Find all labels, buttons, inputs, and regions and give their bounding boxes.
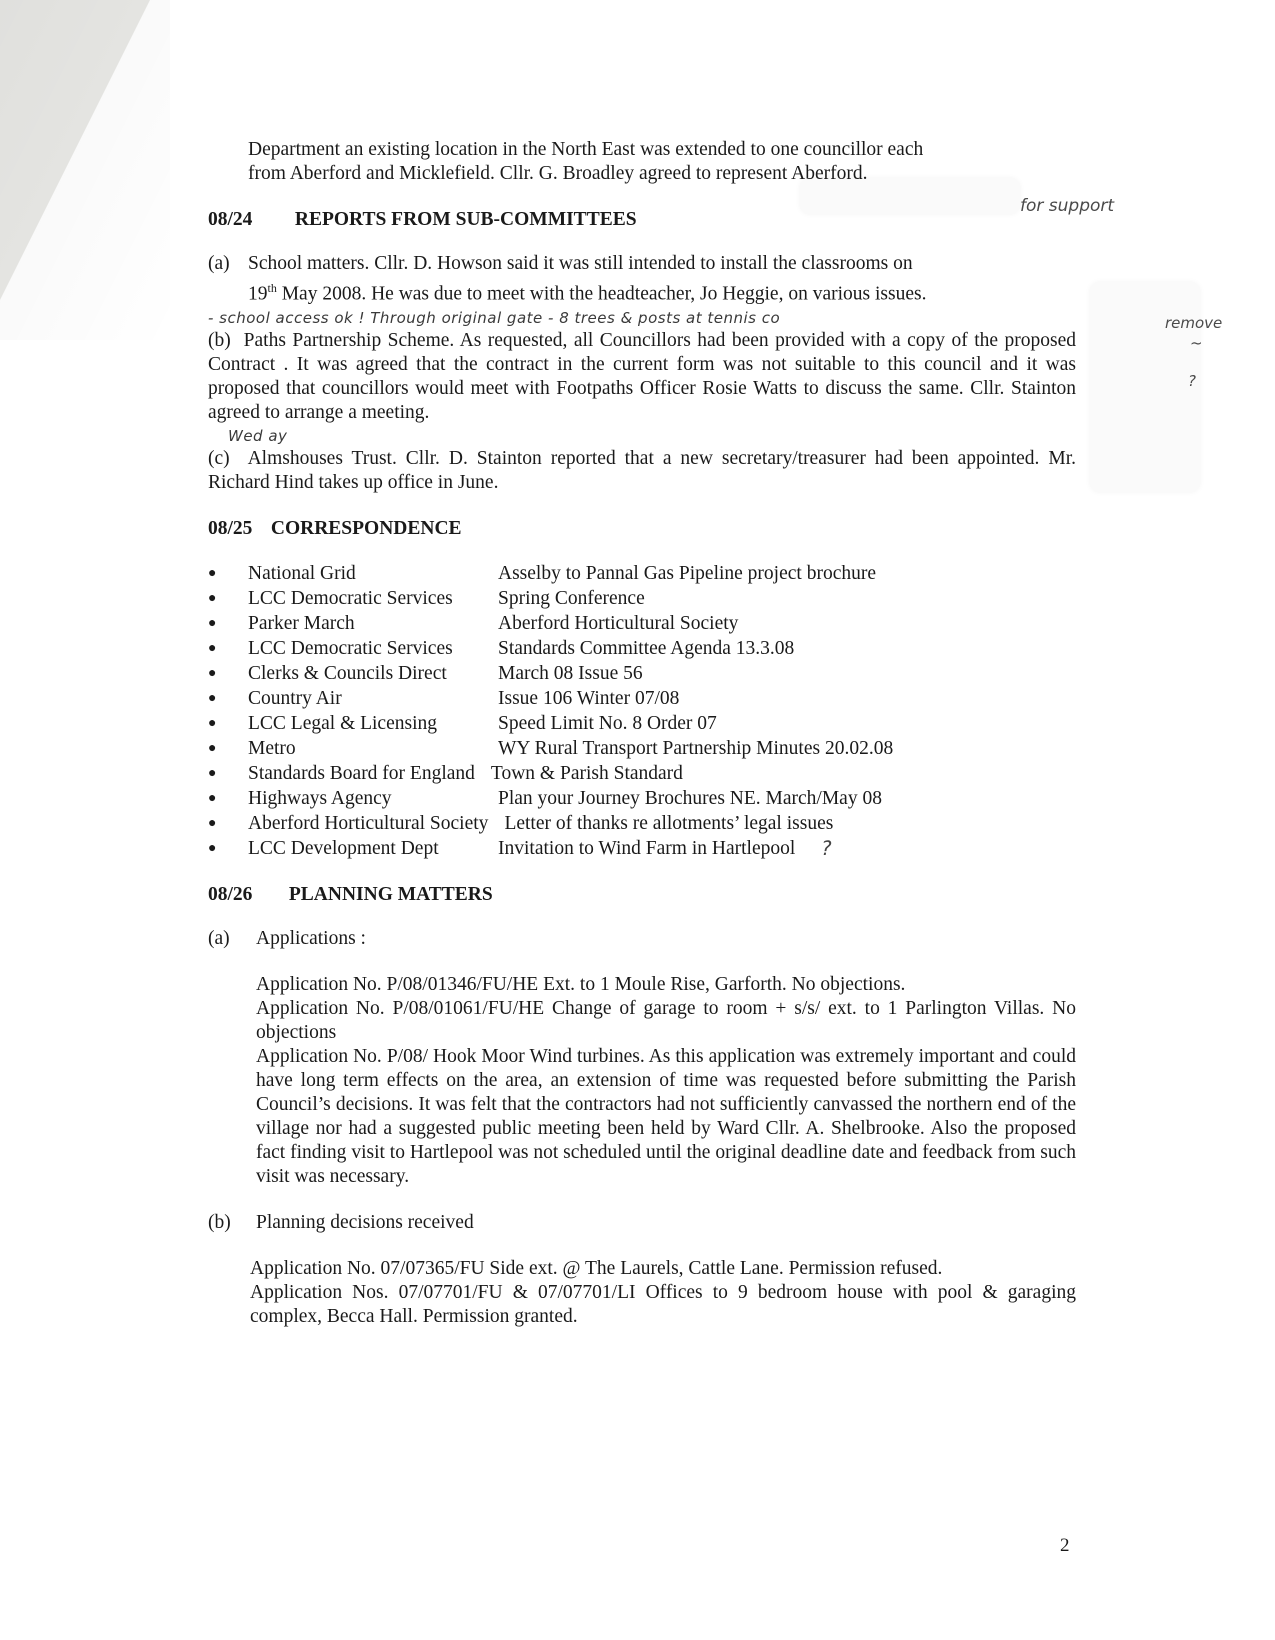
section-number: 08/25: [208, 517, 253, 539]
section-title: CORRESPONDENCE: [270, 517, 462, 539]
correspondence-subject: Aberford Horticultural Society: [498, 612, 739, 634]
bullet-icon: ●: [208, 715, 217, 731]
bullet-icon: ●: [208, 790, 217, 806]
item-text-line-1: School matters. Cllr. D. Howson said it was still intended to install the classrooms on: [248, 253, 913, 274]
bullet-icon: ●: [208, 690, 217, 706]
margin-note-support: for support: [1020, 196, 1115, 216]
item-label: (a): [208, 927, 230, 949]
list-item: [208, 636, 1076, 661]
section-0826-heading: [208, 883, 1076, 907]
item-text-line-2: 19th May 2008. He was due to meet with the headteacher, Jo Heggie, on various issues.: [248, 281, 927, 305]
document-body: [208, 138, 1076, 1329]
correspondence-subject: March 08 Issue 56: [498, 662, 643, 684]
margin-note-right-3: ?: [1188, 372, 1196, 390]
intro-line-1: Department an existing location in the North East was extended to one councillor each: [248, 139, 924, 160]
item-text: Paths Partnership Scheme. As requested, all Councillors had been provided with a copy of the proposed Contract . It was agreed that the contract in the current form was not suitable to this council and it was proposed that councillors would meet with Footpaths Officer Rosie Watts to discuss the same. Cllr. Stainton agreed to arrange a meeting.: [208, 329, 1076, 423]
application-3: Application No. P/08/ Hook Moor Wind turbines. As this application was extremely important and could have long term effects on the area, an extension of time was requested before submitting the Parish Council’s decisions. It was felt that the contractors had not sufficiently canvassed the northern end of the village nor had a suggested public meeting been held by Ward Cllr. A. Shelbrooke. Also the proposed fact finding visit to Hartlepool was not scheduled until the original deadline date and feedback from such visit was necessary.: [256, 1045, 1076, 1187]
correspondence-subject: Asselby to Pannal Gas Pipeline project brochure: [498, 562, 876, 584]
list-item: [208, 711, 1076, 736]
intro-line-2: from Aberford and Micklefield. Cllr. G. Broadley agreed to represent Aberford.: [248, 163, 868, 184]
correspondence-subject: Plan your Journey Brochures NE. March/May 08: [498, 787, 882, 809]
bullet-icon: ●: [208, 590, 217, 606]
list-item: [208, 836, 1076, 861]
correspondent: Highways Agency: [248, 787, 392, 809]
bullet-icon: ●: [208, 840, 217, 856]
correspondence-subject: Issue 106 Winter 07/08: [498, 687, 680, 709]
correspondent: LCC Democratic Services: [248, 587, 453, 609]
handwritten-note-school: - school access ok ! Through original gate - 8 trees & posts at tennis co: [208, 308, 781, 327]
section-number: 08/26: [208, 883, 253, 905]
correspondence-subject: Speed Limit No. 8 Order 07: [498, 712, 717, 734]
section-number: 08/24: [208, 209, 253, 230]
list-item: [208, 686, 1076, 711]
correspondent: Aberford Horticultural Society: [248, 812, 489, 834]
decisions-subheading: [208, 1211, 1076, 1235]
list-item: [208, 611, 1076, 636]
bullet-icon: ●: [208, 815, 217, 831]
list-item: [208, 661, 1076, 686]
list-item: [208, 786, 1076, 811]
bullet-icon: ●: [208, 615, 217, 631]
list-item: [208, 811, 1076, 836]
applications-block: [256, 973, 1076, 1189]
section-title: PLANNING MATTERS: [288, 883, 493, 905]
item-label: (b): [208, 1211, 231, 1233]
correspondent: Country Air: [248, 687, 342, 709]
bullet-icon: ●: [208, 640, 217, 656]
decision-2: Application Nos. 07/07701/FU & 07/07701/LI Offices to 9 bedroom house with pool & garaging complex, Becca Hall. Permission granted.: [250, 1281, 1076, 1327]
item-label: (b): [208, 329, 231, 351]
bullet-icon: ●: [208, 765, 217, 781]
item-almshouses-trust: [208, 447, 1076, 495]
correspondence-subject: Standards Committee Agenda 13.3.08: [498, 637, 795, 659]
decisions-block: [250, 1257, 1076, 1329]
item-school-matters: [208, 252, 1076, 329]
correspondence-subject: Invitation to Wind Farm in Hartlepool: [498, 837, 796, 859]
correspondence-subject: Town & Parish Standard: [490, 762, 683, 784]
correspondence-subject: WY Rural Transport Partnership Minutes 20.02.08: [498, 737, 894, 759]
correspondent: LCC Legal & Licensing: [248, 712, 438, 734]
correspondent: Standards Board for England: [248, 762, 475, 784]
page-number: 2: [1060, 1535, 1070, 1556]
correspondence-list: [208, 561, 1076, 861]
item-title: Planning decisions received: [256, 1211, 474, 1233]
list-item: [208, 736, 1076, 761]
bullet-icon: ●: [208, 565, 217, 581]
bullet-icon: ●: [208, 740, 217, 756]
item-title: Applications :: [256, 927, 366, 949]
item-label: (a): [208, 253, 230, 274]
correspondent: Clerks & Councils Direct: [248, 662, 447, 684]
section-0825-heading: [208, 517, 1076, 541]
applications-subheading: [208, 927, 1076, 951]
section-0824-heading: [208, 208, 1076, 232]
item-label: (c): [208, 447, 230, 469]
folded-corner: [0, 0, 150, 300]
correspondence-subject: Letter of thanks re allotments’ legal issues: [504, 812, 834, 834]
handwritten-question-mark: ?: [821, 836, 832, 860]
list-item: [208, 561, 1076, 586]
bullet-icon: ●: [208, 665, 217, 681]
correspondence-subject: Spring Conference: [498, 587, 645, 609]
application-2: Application No. P/08/01061/FU/HE Change of garage to room + s/s/ ext. to 1 Parlington Villas. No objections: [256, 997, 1076, 1043]
margin-note-right-2: ~: [1190, 334, 1203, 352]
correspondent: Parker March: [248, 612, 355, 634]
correspondent: Metro: [248, 737, 296, 759]
section-title: REPORTS FROM SUB-COMMITTEES: [294, 209, 637, 230]
list-item: [208, 586, 1076, 611]
decision-1: Application No. 07/07365/FU Side ext. @ The Laurels, Cattle Lane. Permission refused.: [250, 1257, 943, 1279]
intro-paragraph: [248, 138, 1076, 186]
list-item: [208, 761, 1076, 786]
handwritten-note-paths: Wed ay: [228, 426, 288, 445]
application-1: Application No. P/08/01346/FU/HE Ext. to 1 Moule Rise, Garforth. No objections.: [256, 973, 906, 995]
correspondent: LCC Development Dept: [248, 837, 439, 859]
margin-note-right: remove: [1165, 314, 1223, 332]
correspondent: National Grid: [248, 562, 356, 584]
item-text: Almshouses Trust. Cllr. D. Stainton reported that a new secretary/treasurer had been appointed. Mr. Richard Hind takes up office in June.: [208, 447, 1077, 493]
correspondent: LCC Democratic Services: [248, 637, 453, 659]
item-paths-partnership: [208, 329, 1076, 447]
